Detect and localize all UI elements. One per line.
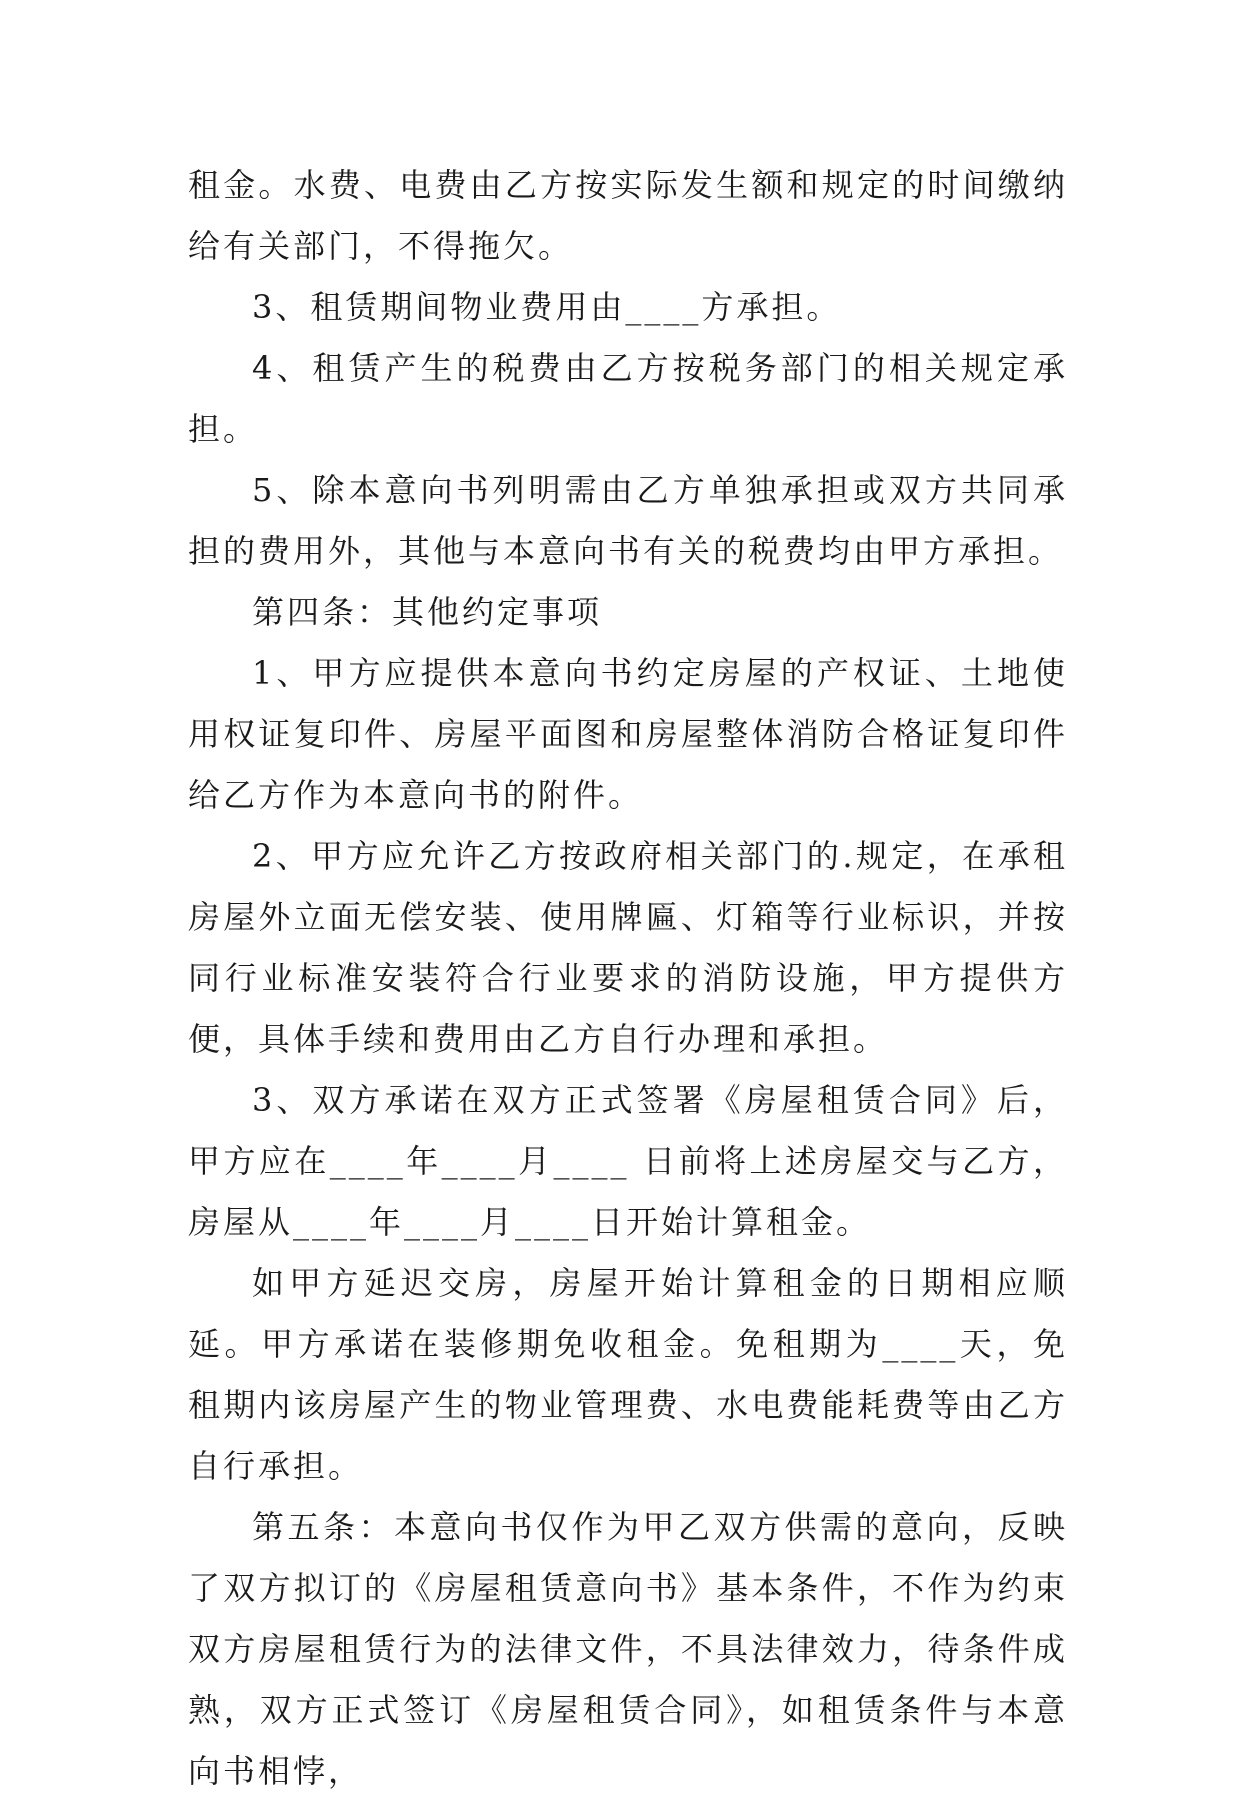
paragraph-documents: 1、甲方应提供本意向书约定房屋的产权证、土地使用权证复印件、房屋平面图和房屋整体消防合格证复印件给乙方作为本意向书的附件。 — [188, 654, 1068, 814]
paragraph-handover-date: 3、双方承诺在双方正式签署《房屋租赁合同》后，甲方应在____年____月____ 日前将上述房屋交与乙方，房屋从____年____月____日开始计算租金。 — [188, 1081, 1068, 1241]
paragraph-taxes: 4、租赁产生的税费由乙方按税务部门的相关规定承担。 — [188, 349, 1068, 448]
paragraph-property-fee: 3、租赁期间物业费用由____方承担。 — [252, 288, 842, 326]
paragraph-signage: 2、甲方应允许乙方按政府相关部门的.规定，在承租房屋外立面无偿安装、使用牌匾、灯箱等行业标识，并按同行业标准安装符合行业要求的消防设施，甲方提供方便，具体手续和费用由乙方自行办理和承担。 — [188, 837, 1068, 1058]
paragraph-rent-utilities: 租金。水费、电费由乙方按实际发生额和规定的时间缴纳给有关部门，不得拖欠。 — [188, 166, 1068, 265]
section-heading-article-5: 第五条：本意向书仅作为甲乙双方供需的意向，反映了双方拟订的《房屋租赁意向书》基本条件，不作为约束双方房屋租赁行为的法律文件，不具法律效力，待条件成熟，双方正式签订《房屋租赁合同》，如租赁条件与本意向书相悖， — [188, 1508, 1068, 1790]
paragraph-other-taxes: 5、除本意向书列明需由乙方单独承担或双方共同承担的费用外，其他与本意向书有关的税费均由甲方承担。 — [188, 471, 1068, 570]
paragraph-delay-rent-free: 如甲方延迟交房，房屋开始计算租金的日期相应顺延。甲方承诺在装修期免收租金。免租期为____天，免租期内该房屋产生的物业管理费、水电费能耗费等由乙方自行承担。 — [188, 1264, 1068, 1485]
document-body — [188, 155, 1068, 1802]
section-heading-article-4: 第四条：其他约定事项 — [252, 593, 603, 631]
